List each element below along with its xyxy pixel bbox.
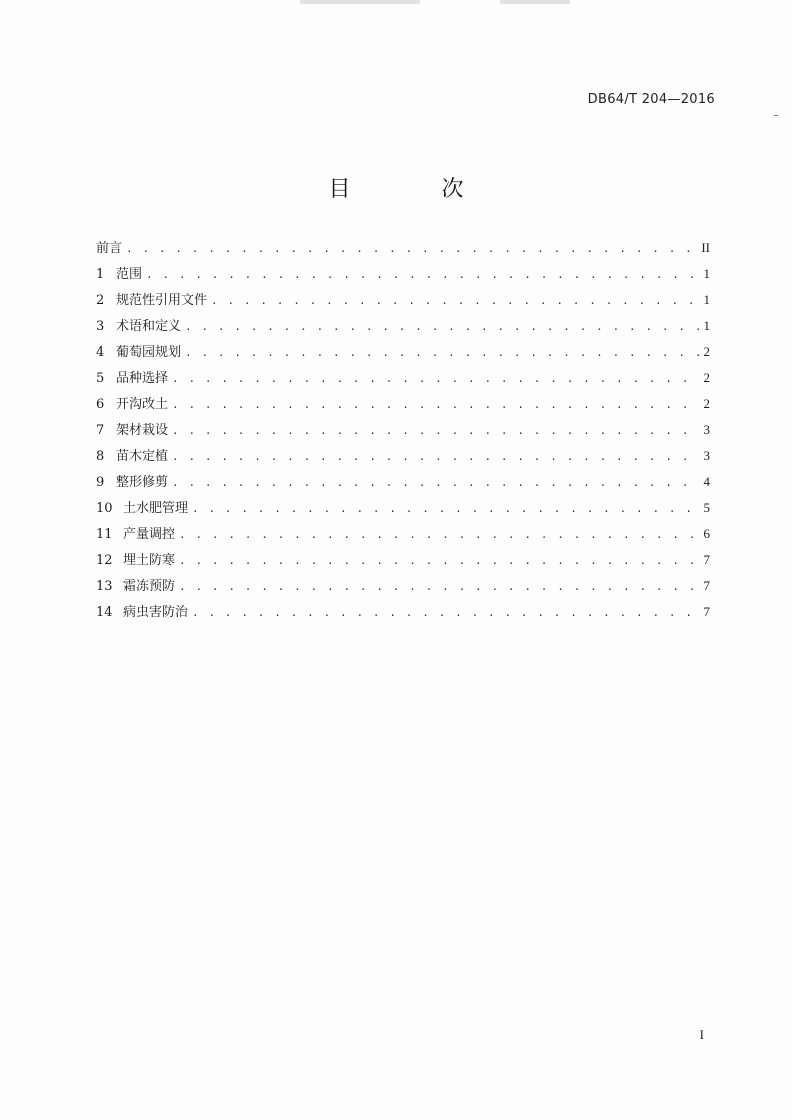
toc-entry-label: 霜冻预防 (123, 579, 176, 594)
toc-entry-label: 范围 (116, 267, 143, 282)
toc-leader-dots (179, 574, 699, 600)
toc-entry-page: 5 (703, 500, 710, 515)
toc-leader-dots (146, 262, 699, 288)
toc-entry-page: 3 (703, 448, 710, 463)
toc-entry-number: 12 (96, 553, 113, 568)
toc-entry-page: 2 (703, 344, 710, 359)
toc-entry[interactable] (96, 339, 710, 365)
toc-entry-label: 前言 (96, 241, 123, 256)
toc-leader-dots (172, 392, 699, 418)
toc-leader-dots (172, 418, 699, 444)
scan-artifact (500, 0, 570, 4)
toc-entry-number: 9 (96, 475, 105, 490)
scan-artifact (300, 0, 420, 4)
toc-entry[interactable] (96, 547, 710, 573)
toc-entry-number: 8 (96, 449, 105, 464)
toc-leader-dots (126, 236, 697, 262)
toc-entry-page: 3 (703, 422, 710, 437)
toc-entry-label: 规范性引用文件 (116, 293, 208, 308)
toc-entry-number: 2 (96, 293, 105, 308)
toc-entry[interactable] (96, 495, 710, 521)
toc-leader-dots (185, 340, 699, 366)
toc-entry-number: 7 (96, 423, 105, 438)
toc-entry-page: 1 (703, 292, 710, 307)
toc-entry-page: 7 (703, 578, 710, 593)
toc-entry[interactable] (96, 313, 710, 339)
document-code: DB64/T 204—2016 (587, 92, 715, 107)
toc-entry-number: 10 (96, 501, 113, 516)
toc-entry[interactable] (96, 521, 710, 547)
toc-entry-label: 产量调控 (123, 527, 176, 542)
toc-entry-label: 苗木定植 (116, 449, 169, 464)
toc-leader-dots (192, 496, 699, 522)
toc-entry[interactable] (96, 417, 710, 443)
scan-artifact (774, 115, 778, 116)
toc-leader-dots (172, 366, 699, 392)
toc-leader-dots (211, 288, 699, 314)
toc-entry-label: 开沟改土 (116, 397, 169, 412)
toc-entry-page: 1 (703, 318, 710, 333)
toc-leader-dots (185, 314, 699, 340)
toc-entry-label: 术语和定义 (116, 319, 182, 334)
toc-entry-number: 1 (96, 267, 105, 282)
toc-entry-number: 3 (96, 319, 105, 334)
toc-entry-page: 6 (703, 526, 710, 541)
toc-entry[interactable] (96, 261, 710, 287)
toc-entry-number: 6 (96, 397, 105, 412)
toc-entry-label: 土水肥管理 (123, 501, 189, 516)
toc-entry-page: 2 (703, 396, 710, 411)
page-number: I (699, 1027, 704, 1042)
toc-entry-number: 11 (96, 527, 113, 542)
toc-entry-page: 1 (703, 266, 710, 281)
toc-entry[interactable] (96, 443, 710, 469)
toc-entry[interactable] (96, 599, 710, 625)
toc-entry-label: 病虫害防治 (123, 605, 189, 620)
toc-leader-dots (172, 470, 699, 496)
toc-entry[interactable] (96, 469, 710, 495)
toc-entry-label: 架材栽设 (116, 423, 169, 438)
toc-entry-number: 4 (96, 345, 105, 360)
toc-entry-page: II (701, 240, 710, 255)
toc-entry[interactable] (96, 287, 710, 313)
toc-entry[interactable] (96, 573, 710, 599)
toc-entry-number: 13 (96, 579, 113, 594)
toc-entry-page: 2 (703, 370, 710, 385)
toc-entry-label: 葡萄园规划 (116, 345, 182, 360)
toc-entry[interactable] (96, 391, 710, 417)
toc-title: 目 次 (328, 177, 506, 202)
toc-entry-number: 5 (96, 371, 105, 386)
toc-leader-dots (192, 600, 699, 626)
toc-leader-dots (179, 548, 699, 574)
toc-entry-label: 品种选择 (116, 371, 169, 386)
toc-entry[interactable] (96, 235, 710, 261)
toc-leader-dots (172, 444, 699, 470)
toc-entry-page: 7 (703, 604, 710, 619)
toc-entry-page: 4 (703, 474, 710, 489)
toc-entry-label: 埋土防寒 (123, 553, 176, 568)
toc-entry-number: 14 (96, 605, 113, 620)
table-of-contents (96, 235, 710, 625)
toc-leader-dots (179, 522, 699, 548)
toc-entry[interactable] (96, 365, 710, 391)
toc-entry-page: 7 (703, 552, 710, 567)
toc-entry-label: 整形修剪 (116, 475, 169, 490)
